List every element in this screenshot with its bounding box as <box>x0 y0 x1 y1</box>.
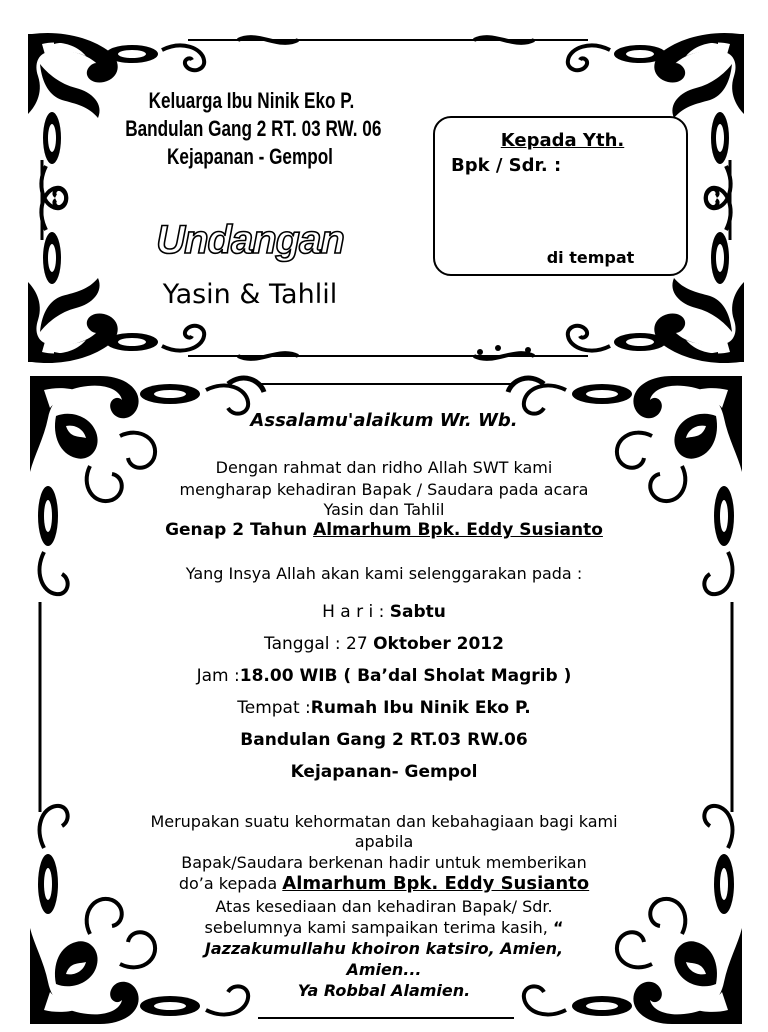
occasion <box>80 520 688 540</box>
family-address: Bandulan Gang 2 RT. 03 RW. 06 <box>125 116 382 141</box>
date-value: Oktober 2012 <box>373 634 504 654</box>
intro-line-3: Yasin dan Tahlil <box>323 500 445 519</box>
closing-line-9: Ya Robbal Alamien. <box>297 981 471 1000</box>
occasion-prefix: Genap 2 Tahun <box>165 520 314 540</box>
closing-line-3: Bapak/Saudara berkenan hadir untuk memberikan <box>181 853 587 872</box>
intro-line-2: mengharap kehadiran Bapak / Saudara pada acara <box>179 480 589 499</box>
day-value: Sabtu <box>389 602 446 622</box>
address-location: di tempat <box>546 248 635 267</box>
address-heading: Kepada Yth. <box>500 130 625 151</box>
place-line-2: Bandulan Gang 2 RT.03 RW.06 <box>240 730 528 750</box>
place-label: Tempat : <box>237 698 311 718</box>
closing-line-6-text: sebelumnya kami sampaikan terima kasih, <box>204 918 553 937</box>
place-row <box>80 698 688 718</box>
date-row <box>80 634 688 654</box>
family-village: Kejapanan - Gempol <box>167 144 333 169</box>
greeting: Assalamu'alaikum Wr. Wb. <box>250 410 518 431</box>
place-line-3: Kejapanan- Gempol <box>290 762 478 782</box>
closing-line-7: Jazzakumullahu khoiron katsiro, Amien, <box>204 939 564 958</box>
closing-line-4 <box>80 873 688 894</box>
closing-line-2: apabila <box>354 832 414 851</box>
address-box <box>433 116 688 276</box>
closing-line-8: Amien... <box>346 960 422 979</box>
place-value: Rumah Ibu Ninik Eko P. <box>310 698 531 718</box>
announcement: Yang Insya Allah akan kami selenggarakan pada : <box>185 564 583 583</box>
closing-line-1: Merupakan suatu kehormatan dan kebahagiaan bagi kami <box>150 812 618 831</box>
closing-line-4-name: Almarhum Bpk. Eddy Susianto <box>282 873 590 894</box>
invitation-subtitle: Yasin & Tahlil <box>162 279 338 310</box>
day-row <box>80 602 688 622</box>
closing-line-5: Atas kesediaan dan kehadiran Bapak/ Sdr. <box>215 897 553 916</box>
address-recipient: Bpk / Sdr. : <box>451 155 562 176</box>
family-name: Keluarga Ibu Ninik Eko P. <box>148 88 355 113</box>
day-label: H a r i : <box>322 602 390 622</box>
intro-line-1: Dengan rahmat dan ridho Allah SWT kami <box>215 458 553 477</box>
closing-line-4-prefix: do’a kepada <box>178 874 283 893</box>
invitation-title: Undangan <box>156 218 344 262</box>
closing-quote: “ <box>552 918 564 937</box>
time-label: Jam : <box>196 666 240 686</box>
date-label: Tanggal : 27 <box>264 634 374 654</box>
closing-line-6 <box>80 918 688 937</box>
occasion-name: Almarhum Bpk. Eddy Susianto <box>313 520 603 540</box>
time-value: 18.00 WIB ( Ba’dal Sholat Magrib ) <box>239 666 572 686</box>
time-row <box>80 666 688 686</box>
